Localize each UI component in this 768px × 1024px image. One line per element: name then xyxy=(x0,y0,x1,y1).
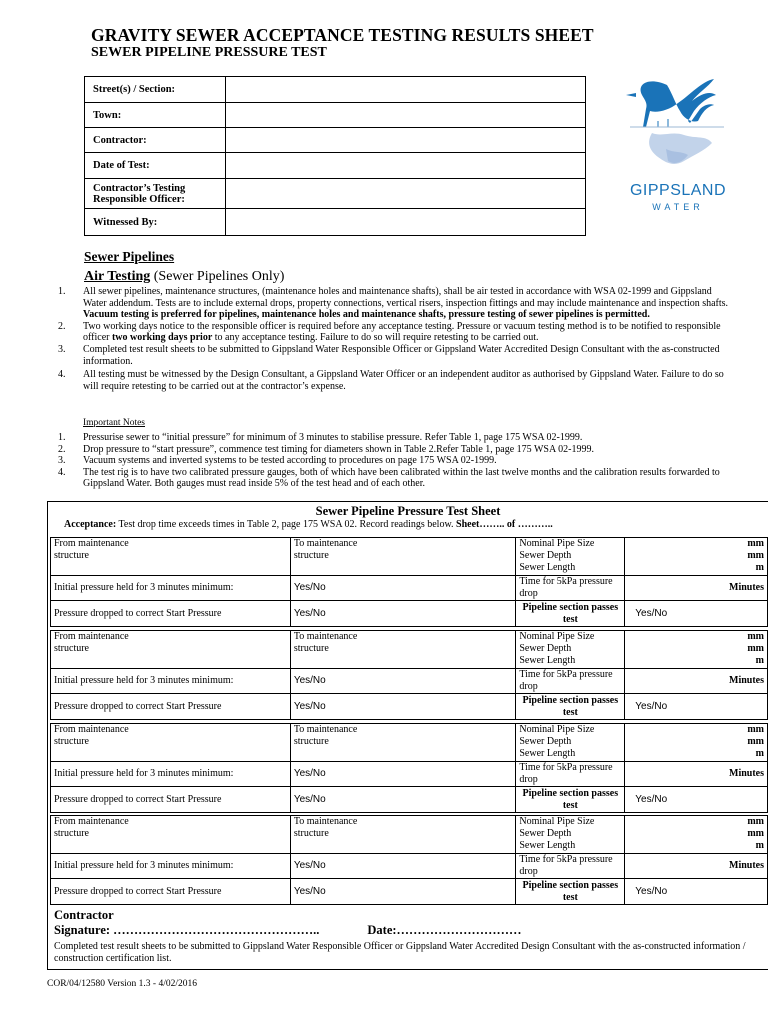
logo-tag: WATER xyxy=(652,202,704,212)
list-item: 3. Completed test result sheets to be submitted to Gippsland Water Responsible Officer or Gippsland Water Accredited Design Consultant with the as-constructed information. xyxy=(58,343,720,367)
time-5kpa-minutes-field[interactable]: Minutes xyxy=(625,854,768,879)
test-sheet-title: Sewer Pipeline Pressure Test Sheet xyxy=(315,504,501,518)
contractor-signature-block xyxy=(54,908,522,938)
list-item: 2. Two working days notice to the responsible officer is required before any acceptance testing. Pressure or vacuum testing method is to be notified to responsible officer two working days prior to any acceptance testing. Failure to do so will require retesting to be carried out. xyxy=(58,320,721,344)
logo-name: GIPPSLAND xyxy=(629,182,727,199)
passes-test-label: Pipeline section passes test xyxy=(516,787,625,813)
time-5kpa-minutes-field[interactable]: Minutes xyxy=(625,669,768,694)
list-item: 1. Pressurise sewer to “initial pressure” for minimum of 3 minutes to stabilise pressure. Refer Table 1, page 175 WSA 02-1999. xyxy=(58,432,583,443)
list-item: 4. All testing must be witnessed by the Design Consultant, a Gippsland Water Officer or an independent auditor as authorised by Gippsland Water. Failure to do so will require retesting to be carried out at the contractor’s expense. xyxy=(58,369,724,392)
to-structure-field[interactable]: To maintenance structure xyxy=(290,631,516,669)
from-structure-field[interactable]: From maintenance structure xyxy=(51,816,291,854)
passes-test-yes-no[interactable]: Yes/No xyxy=(625,879,768,905)
initial-pressure-yes-no[interactable]: Yes/No xyxy=(290,854,516,879)
initial-pressure-label: Initial pressure held for 3 minutes minimum: xyxy=(51,762,291,787)
gippsland-water-logo xyxy=(622,65,732,215)
test-block-1 xyxy=(50,537,768,627)
start-pressure-label: Pressure dropped to correct Start Pressure xyxy=(51,601,291,627)
pipe-dimension-labels: Nominal Pipe Size Sewer Depth Sewer Length xyxy=(516,816,625,854)
date-field[interactable]: Date:………………………… xyxy=(367,923,522,937)
start-pressure-yes-no[interactable]: Yes/No xyxy=(290,601,516,627)
passes-test-yes-no[interactable]: Yes/No xyxy=(625,787,768,813)
pipe-dimension-fields[interactable]: mm mm m xyxy=(625,631,768,669)
passes-test-yes-no[interactable]: Yes/No xyxy=(625,601,768,627)
from-structure-field[interactable]: From maintenance structure xyxy=(51,538,291,576)
pipe-dimension-labels: Nominal Pipe Size Sewer Depth Sewer Length xyxy=(516,538,625,576)
air-testing-note: (Sewer Pipelines Only) xyxy=(150,269,285,284)
witnessed-by-label: Witnessed By: xyxy=(85,209,226,236)
important-notes-heading: Important Notes xyxy=(83,418,146,428)
street-label: Street(s) / Section: xyxy=(85,77,226,103)
start-pressure-label: Pressure dropped to correct Start Pressure xyxy=(51,694,291,720)
to-structure-field[interactable]: To maintenance structure xyxy=(290,538,516,576)
from-structure-field[interactable]: From maintenance structure xyxy=(51,631,291,669)
passes-test-label: Pipeline section passes test xyxy=(516,601,625,627)
notes-list xyxy=(58,432,730,490)
time-5kpa-label: Time for 5kPa pressure drop xyxy=(516,854,625,879)
time-5kpa-label: Time for 5kPa pressure drop xyxy=(516,762,625,787)
initial-pressure-label: Initial pressure held for 3 minutes minimum: xyxy=(51,854,291,879)
initial-pressure-yes-no[interactable]: Yes/No xyxy=(290,576,516,601)
contractor-label: Contractor: xyxy=(85,128,226,153)
page-subtitle: SEWER PIPELINE PRESSURE TEST xyxy=(91,45,327,60)
pipe-dimension-fields[interactable]: mm mm m xyxy=(625,538,768,576)
passes-test-yes-no[interactable]: Yes/No xyxy=(625,694,768,720)
test-block-4 xyxy=(50,815,768,905)
list-item: 4. The test rig is to have two calibrated pressure gauges, both of which have been calibrated within the last twelve months and the calibration results forwarded to Gippsland Water. Both gauges must read inside 5% of the test head and of each other. xyxy=(58,466,720,490)
date-of-test-field[interactable] xyxy=(226,153,586,179)
air-testing-label: Air Testing xyxy=(84,269,151,284)
street-field[interactable] xyxy=(226,77,586,103)
signature-field[interactable]: Signature: ………………………………………….. xyxy=(54,923,320,937)
list-item: 2. Drop pressure to “start pressure”, commence test timing for diameters shown in Table 2.Refer Table 1, page 175 WSA 02-1999. xyxy=(58,443,594,455)
testing-officer-label: Contractor’s Testing Responsible Officer: xyxy=(85,179,226,209)
initial-pressure-label: Initial pressure held for 3 minutes minimum: xyxy=(51,576,291,601)
pipe-dimension-fields[interactable]: mm mm m xyxy=(625,724,768,762)
time-5kpa-minutes-field[interactable]: Minutes xyxy=(625,762,768,787)
air-testing-heading xyxy=(84,269,284,285)
date-of-test-label: Date of Test: xyxy=(85,153,226,179)
test-block-2 xyxy=(50,630,768,720)
start-pressure-yes-no[interactable]: Yes/No xyxy=(290,787,516,813)
initial-pressure-yes-no[interactable]: Yes/No xyxy=(290,669,516,694)
contractor-field[interactable] xyxy=(226,128,586,153)
acceptance-line: Acceptance: Test drop time exceeds times in Table 2, page 175 WSA 02. Record readings below. Sheet…….. of ……….. xyxy=(64,519,553,530)
passes-test-label: Pipeline section passes test xyxy=(516,879,625,905)
start-pressure-yes-no[interactable]: Yes/No xyxy=(290,879,516,905)
to-structure-field[interactable]: To maintenance structure xyxy=(290,816,516,854)
sewer-pipelines-heading: Sewer Pipelines xyxy=(84,249,175,264)
requirements-list xyxy=(58,286,730,392)
start-pressure-label: Pressure dropped to correct Start Pressure xyxy=(51,787,291,813)
initial-pressure-label: Initial pressure held for 3 minutes minimum: xyxy=(51,669,291,694)
pipe-dimension-fields[interactable]: mm mm m xyxy=(625,816,768,854)
contractor-label: Contractor xyxy=(54,908,114,922)
to-structure-field[interactable]: To maintenance structure xyxy=(290,724,516,762)
passes-test-label: Pipeline section passes test xyxy=(516,694,625,720)
town-label: Town: xyxy=(85,103,226,128)
list-item: 3. Vacuum systems and inverted systems to be tested according to procedures on page 175 WSA 02-1999. xyxy=(58,455,497,467)
document-version: COR/04/12580 Version 1.3 - 4/02/2016 xyxy=(47,979,197,989)
testing-officer-field[interactable] xyxy=(226,179,586,209)
test-block-3 xyxy=(50,723,768,813)
list-item: 1. All sewer pipelines, maintenance structures, (maintenance holes and maintenance shafts), shall be air tested in accordance with WSA 02-1999 and Gippsland Water addendum. Tests are to include external drops, property connections, vertical risers, inspection fittings and may include maintenance and inspection shafts. Vacuum testing is preferred for pipelines, maintenance holes and maintenance shafts, pressure testing of sewer pipelines is permitted. xyxy=(58,286,729,321)
pipe-dimension-labels: Nominal Pipe Size Sewer Depth Sewer Length xyxy=(516,724,625,762)
time-5kpa-minutes-field[interactable]: Minutes xyxy=(625,576,768,601)
pipe-dimension-labels: Nominal Pipe Size Sewer Depth Sewer Length xyxy=(516,631,625,669)
time-5kpa-label: Time for 5kPa pressure drop xyxy=(516,576,625,601)
page-title: GRAVITY SEWER ACCEPTANCE TESTING RESULTS SHEET xyxy=(91,25,594,45)
project-info-table xyxy=(84,76,586,236)
witnessed-by-field[interactable] xyxy=(226,209,586,236)
contractor-note: Completed test result sheets to be submitted to Gippsland Water Responsible Officer or Gippsland Water Accredited Design Consultant with the as-constructed information / construction certification list. xyxy=(54,941,746,964)
start-pressure-yes-no[interactable]: Yes/No xyxy=(290,694,516,720)
from-structure-field[interactable]: From maintenance structure xyxy=(51,724,291,762)
initial-pressure-yes-no[interactable]: Yes/No xyxy=(290,762,516,787)
time-5kpa-label: Time for 5kPa pressure drop xyxy=(516,669,625,694)
town-field[interactable] xyxy=(226,103,586,128)
start-pressure-label: Pressure dropped to correct Start Pressure xyxy=(51,879,291,905)
